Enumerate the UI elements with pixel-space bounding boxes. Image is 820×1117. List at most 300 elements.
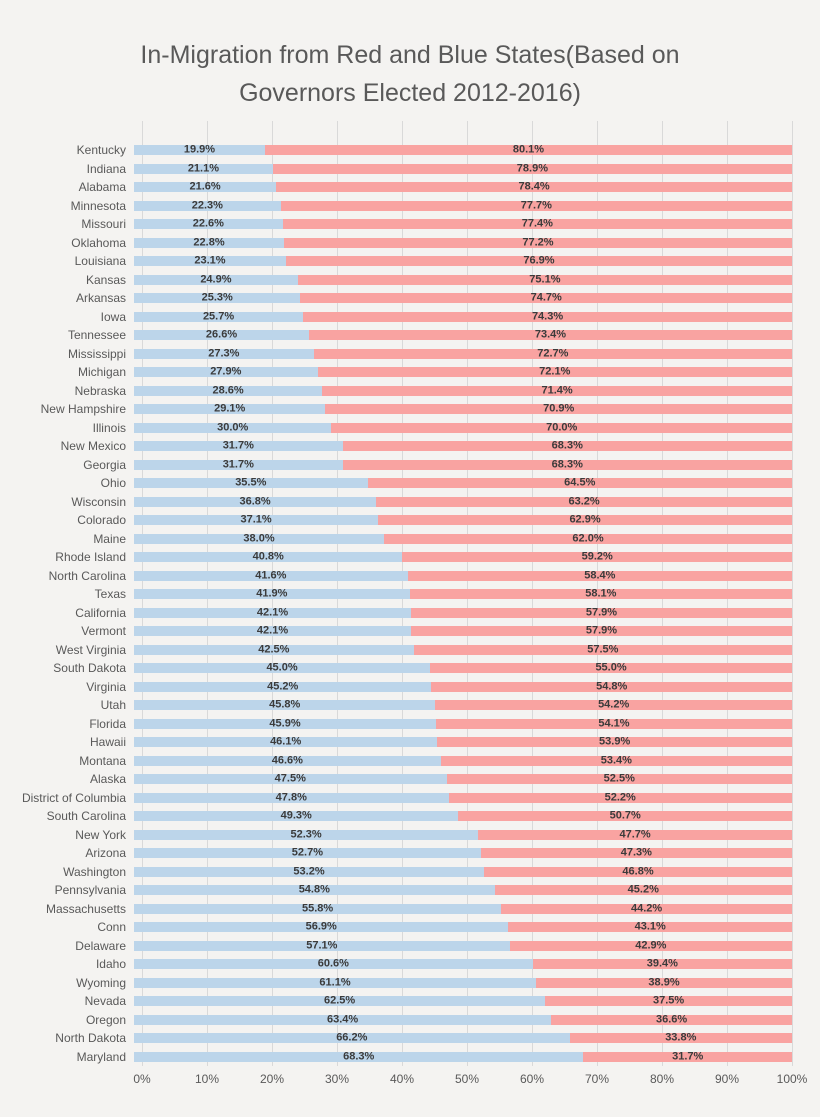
blue-bar-segment bbox=[134, 367, 318, 377]
red-bar-segment bbox=[303, 312, 792, 322]
blue-bar-segment bbox=[134, 848, 481, 858]
red-value-label: 64.5% bbox=[564, 476, 596, 489]
category-label: Michigan bbox=[77, 365, 126, 380]
stacked-bar bbox=[134, 552, 792, 562]
blue-bar-segment bbox=[134, 608, 411, 618]
blue-bar-segment bbox=[134, 330, 309, 340]
red-bar-segment bbox=[314, 349, 792, 359]
x-axis-tick-label: 50% bbox=[454, 1072, 480, 1086]
bar-row bbox=[0, 696, 792, 715]
blue-value-label: 45.2% bbox=[267, 680, 299, 693]
blue-value-label: 25.7% bbox=[202, 310, 235, 323]
stacked-bar bbox=[134, 367, 792, 377]
bar-track bbox=[134, 271, 792, 290]
blue-value-label: 21.1% bbox=[187, 162, 220, 175]
category-label: Rhode Island bbox=[55, 550, 126, 565]
red-value-label: 68.3% bbox=[551, 458, 583, 471]
blue-bar-segment bbox=[134, 515, 378, 525]
stacked-bar bbox=[134, 515, 792, 525]
stacked-bar bbox=[134, 293, 792, 303]
blue-bar-segment bbox=[134, 626, 411, 636]
category-label: Florida bbox=[89, 716, 126, 731]
plot-area bbox=[21, 121, 792, 1066]
red-value-label: 57.9% bbox=[585, 606, 618, 619]
category-label: Wyoming bbox=[76, 975, 126, 990]
blue-value-label: 47.8% bbox=[275, 791, 307, 804]
red-bar-segment bbox=[441, 756, 792, 766]
red-value-label: 70.0% bbox=[546, 421, 578, 434]
blue-bar-segment bbox=[134, 441, 343, 451]
red-bar-segment bbox=[449, 793, 792, 803]
stacked-bar bbox=[134, 978, 792, 988]
blue-value-label: 46.1% bbox=[270, 735, 302, 748]
bar-track bbox=[134, 881, 792, 900]
red-value-label: 55.0% bbox=[595, 661, 627, 674]
bar-row bbox=[0, 604, 792, 623]
category-label: Nevada bbox=[84, 994, 126, 1009]
stacked-bar bbox=[134, 663, 792, 673]
blue-value-label: 36.8% bbox=[239, 495, 271, 508]
bar-row bbox=[0, 345, 792, 364]
red-bar-segment bbox=[284, 238, 792, 248]
bar-row bbox=[0, 289, 792, 308]
blue-bar-segment bbox=[134, 497, 376, 507]
stacked-bar bbox=[134, 219, 792, 229]
red-bar-segment bbox=[533, 959, 792, 969]
bar-track bbox=[134, 197, 792, 216]
red-value-label: 78.4% bbox=[518, 180, 550, 193]
bar-track bbox=[134, 456, 792, 475]
category-label: Oklahoma bbox=[71, 235, 126, 250]
red-bar-segment bbox=[437, 737, 792, 747]
red-value-label: 74.3% bbox=[531, 310, 564, 323]
bar-track bbox=[134, 622, 792, 641]
bar-row bbox=[0, 918, 792, 937]
blue-bar-segment bbox=[134, 978, 536, 988]
category-label: Nebraska bbox=[74, 383, 126, 398]
blue-bar-segment bbox=[134, 793, 449, 803]
blue-bar-segment bbox=[134, 312, 303, 322]
stacked-bar bbox=[134, 793, 792, 803]
blue-value-label: 42.1% bbox=[256, 606, 289, 619]
red-bar-segment bbox=[430, 663, 792, 673]
bar-row bbox=[0, 974, 792, 993]
red-bar-segment bbox=[583, 1052, 792, 1062]
bar-track bbox=[134, 234, 792, 253]
red-value-label: 75.1% bbox=[529, 273, 561, 286]
blue-bar-segment bbox=[134, 571, 408, 581]
red-bar-segment bbox=[410, 589, 792, 599]
stacked-bar bbox=[134, 774, 792, 784]
blue-value-label: 56.9% bbox=[305, 920, 337, 933]
red-value-label: 58.1% bbox=[585, 587, 617, 600]
red-value-label: 76.9% bbox=[523, 254, 555, 267]
bar-row bbox=[0, 752, 792, 771]
category-label: Idaho bbox=[95, 957, 126, 972]
category-label: Kansas bbox=[85, 272, 126, 287]
stacked-bar bbox=[134, 682, 792, 692]
blue-value-label: 52.3% bbox=[290, 828, 322, 841]
red-value-label: 38.9% bbox=[648, 976, 680, 989]
red-value-label: 62.0% bbox=[572, 532, 604, 545]
blue-bar-segment bbox=[134, 700, 435, 710]
red-value-label: 73.4% bbox=[534, 328, 567, 341]
chart-title-line-1: In-Migration from Red and Blue States(Based on bbox=[140, 41, 680, 69]
blue-value-label: 35.5% bbox=[235, 476, 267, 489]
bar-row bbox=[0, 215, 792, 234]
blue-value-label: 21.6% bbox=[189, 180, 221, 193]
blue-value-label: 55.8% bbox=[301, 902, 334, 915]
bar-track bbox=[134, 696, 792, 715]
bar-row bbox=[0, 641, 792, 660]
bar-row bbox=[0, 326, 792, 345]
category-label: North Dakota bbox=[55, 1031, 126, 1046]
blue-value-label: 24.9% bbox=[200, 273, 232, 286]
stacked-bar bbox=[134, 182, 792, 192]
red-value-label: 53.9% bbox=[599, 735, 631, 748]
bar-track bbox=[134, 437, 792, 456]
bar-track bbox=[134, 585, 792, 604]
red-value-label: 77.4% bbox=[521, 217, 553, 230]
bar-track bbox=[134, 826, 792, 845]
red-bar-segment bbox=[286, 256, 792, 266]
bar-rows bbox=[0, 141, 792, 1066]
stacked-bar bbox=[134, 571, 792, 581]
category-label: District of Columbia bbox=[21, 790, 126, 805]
bar-track bbox=[134, 770, 792, 789]
red-value-label: 71.4% bbox=[541, 384, 573, 397]
bar-track bbox=[134, 900, 792, 919]
category-label: Maryland bbox=[76, 1049, 126, 1064]
stacked-bar bbox=[134, 811, 792, 821]
category-label: Colorado bbox=[77, 513, 126, 528]
x-axis-tick-label: 20% bbox=[259, 1072, 285, 1086]
category-label: New York bbox=[75, 827, 126, 842]
stacked-bar bbox=[134, 719, 792, 729]
red-bar-segment bbox=[343, 441, 792, 451]
red-bar-segment bbox=[309, 330, 792, 340]
category-label: Minnesota bbox=[70, 198, 126, 213]
category-label: New Mexico bbox=[60, 439, 126, 454]
category-label: Illinois bbox=[92, 420, 126, 435]
category-label: Indiana bbox=[86, 161, 126, 176]
blue-value-label: 57.1% bbox=[306, 939, 338, 952]
bar-track bbox=[134, 1011, 792, 1030]
bar-row bbox=[0, 733, 792, 752]
category-label: Maine bbox=[93, 531, 126, 546]
red-value-label: 47.7% bbox=[619, 828, 651, 841]
category-label: Pennsylvania bbox=[54, 883, 126, 898]
bar-row bbox=[0, 530, 792, 549]
blue-value-label: 40.8% bbox=[252, 550, 284, 563]
blue-value-label: 27.3% bbox=[208, 347, 240, 360]
red-bar-segment bbox=[331, 423, 792, 433]
x-axis-tick-label: 40% bbox=[389, 1072, 415, 1086]
x-axis-tick-label: 90% bbox=[714, 1072, 740, 1086]
blue-value-label: 28.6% bbox=[212, 384, 244, 397]
red-bar-segment bbox=[495, 885, 792, 895]
red-value-label: 77.2% bbox=[522, 236, 554, 249]
blue-bar-segment bbox=[134, 460, 343, 470]
stacked-bar bbox=[134, 996, 792, 1006]
bar-row bbox=[0, 844, 792, 863]
blue-value-label: 25.3% bbox=[201, 291, 233, 304]
blue-value-label: 42.5% bbox=[258, 643, 290, 656]
bar-row bbox=[0, 456, 792, 475]
stacked-bar bbox=[134, 164, 792, 174]
red-value-label: 59.2% bbox=[581, 550, 613, 563]
red-bar-segment bbox=[411, 608, 792, 618]
blue-bar-segment bbox=[134, 719, 436, 729]
red-value-label: 53.4% bbox=[600, 754, 632, 767]
bar-track bbox=[134, 1029, 792, 1048]
blue-bar-segment bbox=[134, 404, 325, 414]
stacked-bar bbox=[134, 386, 792, 396]
blue-value-label: 61.1% bbox=[319, 976, 351, 989]
red-bar-segment bbox=[411, 626, 792, 636]
red-value-label: 63.2% bbox=[568, 495, 600, 508]
stacked-bar bbox=[134, 423, 792, 433]
bar-track bbox=[134, 641, 792, 660]
blue-value-label: 37.1% bbox=[240, 513, 272, 526]
bar-row bbox=[0, 900, 792, 919]
red-bar-segment bbox=[501, 904, 792, 914]
red-value-label: 47.3% bbox=[620, 846, 652, 859]
red-value-label: 77.7% bbox=[520, 199, 552, 212]
bar-track bbox=[134, 659, 792, 678]
category-label: West Virginia bbox=[55, 642, 126, 657]
stacked-bar bbox=[134, 1015, 792, 1025]
blue-bar-segment bbox=[134, 682, 431, 692]
red-bar-segment bbox=[551, 1015, 792, 1025]
bar-row bbox=[0, 622, 792, 641]
red-value-label: 50.7% bbox=[609, 809, 641, 822]
category-label: Montana bbox=[79, 753, 126, 768]
category-label: Alaska bbox=[89, 772, 126, 787]
blue-bar-segment bbox=[134, 478, 368, 488]
bar-row bbox=[0, 1029, 792, 1048]
blue-bar-segment bbox=[134, 663, 430, 673]
red-bar-segment bbox=[298, 275, 792, 285]
bar-row bbox=[0, 1048, 792, 1067]
bar-track bbox=[134, 604, 792, 623]
bar-track bbox=[134, 678, 792, 697]
red-bar-segment bbox=[431, 682, 792, 692]
bar-row bbox=[0, 178, 792, 197]
x-axis-tick-label: 0% bbox=[133, 1072, 151, 1086]
stacked-bar bbox=[134, 941, 792, 951]
red-value-label: 72.1% bbox=[539, 365, 571, 378]
category-label: Hawaii bbox=[89, 735, 126, 750]
bar-row bbox=[0, 567, 792, 586]
category-label: Arizona bbox=[85, 846, 126, 861]
red-value-label: 42.9% bbox=[635, 939, 667, 952]
blue-bar-segment bbox=[134, 885, 495, 895]
bar-row bbox=[0, 363, 792, 382]
category-label: Tennessee bbox=[67, 328, 126, 343]
bar-track bbox=[134, 715, 792, 734]
blue-value-label: 41.6% bbox=[255, 569, 287, 582]
red-bar-segment bbox=[376, 497, 792, 507]
red-bar-segment bbox=[414, 645, 792, 655]
bar-row bbox=[0, 493, 792, 512]
blue-bar-segment bbox=[134, 164, 273, 174]
bar-row bbox=[0, 382, 792, 401]
bar-row bbox=[0, 807, 792, 826]
blue-bar-segment bbox=[134, 589, 410, 599]
red-value-label: 37.5% bbox=[653, 994, 685, 1007]
red-bar-segment bbox=[510, 941, 792, 951]
stacked-bar bbox=[134, 885, 792, 895]
red-bar-segment bbox=[435, 700, 792, 710]
blue-value-label: 27.9% bbox=[210, 365, 242, 378]
category-label: Massachusetts bbox=[45, 901, 126, 916]
blue-value-label: 22.8% bbox=[193, 236, 225, 249]
bar-row bbox=[0, 271, 792, 290]
stacked-bar bbox=[134, 330, 792, 340]
bar-row bbox=[0, 992, 792, 1011]
blue-value-label: 63.4% bbox=[326, 1013, 359, 1026]
chart-title bbox=[40, 36, 780, 112]
bar-track bbox=[134, 400, 792, 419]
bar-track bbox=[134, 807, 792, 826]
bar-row bbox=[0, 789, 792, 808]
category-label: South Dakota bbox=[53, 661, 126, 676]
red-value-label: 44.2% bbox=[630, 902, 663, 915]
bar-row bbox=[0, 937, 792, 956]
blue-value-label: 19.9% bbox=[183, 143, 216, 156]
category-label: Alabama bbox=[78, 180, 126, 195]
bar-track bbox=[134, 844, 792, 863]
category-label: North Carolina bbox=[48, 568, 126, 583]
bar-track bbox=[134, 308, 792, 327]
bar-track bbox=[134, 252, 792, 271]
red-bar-segment bbox=[484, 867, 792, 877]
red-value-label: 52.5% bbox=[603, 772, 635, 785]
category-label: Ohio bbox=[100, 476, 126, 491]
bar-track bbox=[134, 752, 792, 771]
blue-bar-segment bbox=[134, 830, 478, 840]
stacked-bar bbox=[134, 848, 792, 858]
red-value-label: 74.7% bbox=[530, 291, 562, 304]
blue-bar-segment bbox=[134, 423, 331, 433]
stacked-bar bbox=[134, 404, 792, 414]
stacked-bar bbox=[134, 589, 792, 599]
bar-row bbox=[0, 881, 792, 900]
stacked-bar bbox=[134, 1033, 792, 1043]
bar-track bbox=[134, 567, 792, 586]
red-value-label: 36.6% bbox=[655, 1013, 688, 1026]
blue-bar-segment bbox=[134, 1015, 551, 1025]
red-bar-segment bbox=[318, 367, 792, 377]
red-bar-segment bbox=[343, 460, 792, 470]
bar-row bbox=[0, 1011, 792, 1030]
red-bar-segment bbox=[322, 386, 792, 396]
bar-row bbox=[0, 197, 792, 216]
bar-row bbox=[0, 252, 792, 271]
stacked-bar bbox=[134, 608, 792, 618]
stacked-bar bbox=[134, 145, 792, 155]
blue-value-label: 22.3% bbox=[191, 199, 223, 212]
blue-value-label: 41.9% bbox=[256, 587, 288, 600]
bar-row bbox=[0, 659, 792, 678]
blue-value-label: 46.6% bbox=[271, 754, 303, 767]
bar-track bbox=[134, 382, 792, 401]
red-bar-segment bbox=[408, 571, 792, 581]
stacked-bar bbox=[134, 867, 792, 877]
blue-value-label: 45.9% bbox=[269, 717, 301, 730]
blue-bar-segment bbox=[134, 756, 441, 766]
category-label: Missouri bbox=[81, 217, 126, 232]
bar-row bbox=[0, 715, 792, 734]
bar-track bbox=[134, 419, 792, 438]
red-bar-segment bbox=[458, 811, 792, 821]
blue-bar-segment bbox=[134, 1052, 583, 1062]
blue-value-label: 42.1% bbox=[256, 624, 289, 637]
blue-bar-segment bbox=[134, 811, 458, 821]
bar-track bbox=[134, 363, 792, 382]
stacked-bar bbox=[134, 312, 792, 322]
category-label: Mississippi bbox=[67, 346, 126, 361]
category-label: Delaware bbox=[75, 938, 126, 953]
bar-row bbox=[0, 863, 792, 882]
bar-row bbox=[0, 419, 792, 438]
bar-row bbox=[0, 474, 792, 493]
bar-track bbox=[134, 160, 792, 179]
category-label: Iowa bbox=[100, 309, 126, 324]
red-value-label: 78.9% bbox=[516, 162, 548, 175]
stacked-bar bbox=[134, 737, 792, 747]
red-bar-segment bbox=[283, 219, 792, 229]
red-value-label: 54.2% bbox=[598, 698, 630, 711]
category-label: Vermont bbox=[81, 624, 126, 639]
red-value-label: 43.1% bbox=[634, 920, 666, 933]
category-label: Kentucky bbox=[76, 143, 126, 158]
bar-track bbox=[134, 326, 792, 345]
blue-bar-segment bbox=[134, 941, 510, 951]
red-bar-segment bbox=[436, 719, 792, 729]
red-value-label: 80.1% bbox=[512, 143, 545, 156]
red-bar-segment bbox=[447, 774, 792, 784]
red-bar-segment bbox=[276, 182, 792, 192]
blue-bar-segment bbox=[134, 219, 283, 229]
bar-track bbox=[134, 289, 792, 308]
bar-row bbox=[0, 585, 792, 604]
bar-row bbox=[0, 437, 792, 456]
red-value-label: 57.5% bbox=[587, 643, 619, 656]
blue-value-label: 53.2% bbox=[293, 865, 325, 878]
red-bar-segment bbox=[545, 996, 792, 1006]
blue-value-label: 38.0% bbox=[243, 532, 275, 545]
blue-bar-segment bbox=[134, 645, 414, 655]
blue-bar-segment bbox=[134, 996, 545, 1006]
red-value-label: 58.4% bbox=[584, 569, 616, 582]
blue-bar-segment bbox=[134, 238, 284, 248]
blue-value-label: 26.6% bbox=[205, 328, 238, 341]
stacked-bar bbox=[134, 830, 792, 840]
x-axis-tick-label: 80% bbox=[649, 1072, 675, 1086]
stacked-bar bbox=[134, 626, 792, 636]
red-bar-segment bbox=[265, 145, 792, 155]
blue-bar-segment bbox=[134, 867, 484, 877]
blue-value-label: 47.5% bbox=[274, 772, 306, 785]
blue-bar-segment bbox=[134, 349, 314, 359]
blue-bar-segment bbox=[134, 922, 508, 932]
bar-track bbox=[134, 974, 792, 993]
red-value-label: 70.9% bbox=[543, 402, 575, 415]
blue-bar-segment bbox=[134, 774, 447, 784]
stacked-bar bbox=[134, 534, 792, 544]
